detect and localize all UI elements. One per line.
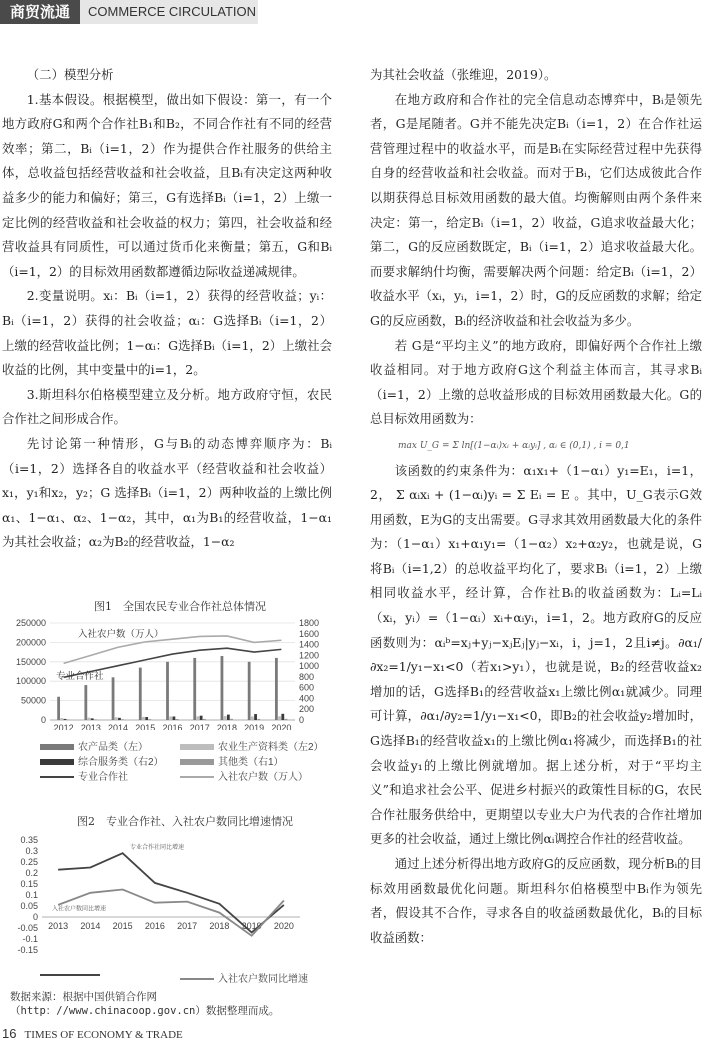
legend-swatch bbox=[180, 776, 214, 778]
bar-3 bbox=[67, 719, 70, 720]
bar-0 bbox=[193, 658, 196, 720]
legend-item bbox=[40, 970, 104, 981]
label-coops: 专业合作社 bbox=[56, 671, 104, 682]
bar-1 bbox=[197, 716, 200, 720]
y-right-tick-label: 1200 bbox=[299, 650, 320, 661]
y-tick-label: 0.3 bbox=[25, 846, 38, 856]
x-tick-label: 2020 bbox=[271, 723, 292, 730]
y-right-tick-label: 1800 bbox=[299, 618, 320, 628]
x-tick-label: 2018 bbox=[216, 723, 237, 730]
paragraph-model: 3.斯坦科尔伯格模型建立及分析。地方政府守恒，农民合作社之间形成合作。 bbox=[2, 386, 332, 427]
y-right-tick-label: 800 bbox=[299, 671, 315, 682]
y-right-tick-label: 1600 bbox=[299, 628, 320, 639]
y-tick-label: 0.15 bbox=[20, 879, 38, 889]
bar-2 bbox=[91, 718, 94, 720]
x-tick-label: 2015 bbox=[135, 723, 156, 730]
page-header bbox=[0, 0, 705, 24]
legend-item: 入社农户数同比增速 bbox=[180, 970, 308, 985]
x-tick-label: 2017 bbox=[177, 921, 198, 931]
bar-2 bbox=[118, 718, 121, 720]
legend-swatch bbox=[180, 978, 214, 980]
bar-1 bbox=[224, 716, 227, 720]
bar-2 bbox=[173, 716, 176, 720]
bar-3 bbox=[257, 719, 260, 720]
bar-0 bbox=[248, 662, 251, 720]
paragraph-assumptions: 1.基本假设。根据模型，做出如下假设：第一，有一个地方政府G和两个合作社B₁和B₂，不同合作社有不同的经营效率；第二，Bᵢ（i=1，2）作为提供合作社服务的供给主体，总收益包括经营收益和社会收益，且Bᵢ有决定这两种收益多少的能力和偏好；第三，G有选择Bᵢ（i=1，2）上缴一定比例的经营收益和社会收益的权力；第四，社会收益和经营收益具有同质性，可以通过货币化来衡量；第五，G和Bᵢ（i=1，2）的目标效用函数都遵循边际收益递减规律。 bbox=[2, 91, 332, 279]
bar-1 bbox=[169, 717, 172, 720]
bar-0 bbox=[166, 662, 169, 720]
label-coop-growth: 专业合作社同比增速 bbox=[130, 843, 185, 851]
left-column bbox=[2, 63, 332, 555]
figure1-caption: 图1 全国农民专业合作社总体情况 bbox=[94, 600, 266, 613]
page-footer bbox=[2, 1026, 183, 1041]
y-right-tick-label: 400 bbox=[299, 693, 315, 704]
y-tick-label: 0.35 bbox=[20, 835, 38, 845]
y-tick-label: 0.05 bbox=[20, 901, 38, 911]
data-source-note: 数据来源：根据中国供销合作网（http：//www.chinacoop.gov.cn）数据整理而成。 bbox=[10, 991, 280, 1017]
y-left-tick-label: 100000 bbox=[15, 676, 46, 687]
bar-3 bbox=[230, 719, 233, 720]
right-column bbox=[370, 63, 702, 950]
label-households: 入社农户数（万人） bbox=[78, 629, 164, 640]
y-left-tick-label: 250000 bbox=[15, 618, 46, 628]
x-tick-label: 2013 bbox=[48, 921, 69, 931]
x-tick-label: 2019 bbox=[244, 723, 265, 730]
bar-0 bbox=[275, 658, 278, 720]
legend-item: 入社农户数（万人） bbox=[180, 768, 308, 783]
x-tick-label: 2018 bbox=[209, 921, 230, 931]
x-tick-label: 2017 bbox=[189, 723, 210, 730]
paragraph-game-order: 先讨论第一种情形，G与Bᵢ的动态博弈顺序为：Bᵢ（i=1，2）选择各自的收益水平（经营收益和社会收益）x₁，y₁和x₂，y₂；G 选择Bᵢ（i=1，2）两种收益的上缴比例α₁、1−α₁、α₂、1−α₂，其中，α₁为B₁的经营收益，1−α₁为其社会收益；α₂为B₂的经营收益，1−α₂ bbox=[2, 435, 332, 550]
figure2-caption: 图2 专业合作社、入社农户数同比增速情况 bbox=[77, 815, 293, 828]
y-tick-label: 0.25 bbox=[20, 857, 38, 867]
page-number: 16 bbox=[2, 1026, 17, 1041]
figure2-legend bbox=[40, 970, 340, 986]
bar-1 bbox=[251, 717, 254, 720]
bar-0 bbox=[139, 668, 142, 720]
bar-1 bbox=[142, 717, 145, 720]
figure2-chart bbox=[0, 832, 345, 962]
y-tick-label: -0.05 bbox=[17, 923, 38, 933]
y-right-tick-label: 600 bbox=[299, 682, 315, 693]
bar-2 bbox=[200, 716, 203, 720]
y-right-tick-label: 1400 bbox=[299, 639, 320, 650]
journal-name: TIMES OF ECONOMY & TRADE bbox=[24, 1029, 183, 1041]
paragraph-dynamic-game: 在地方政府和合作社的完全信息动态博弈中，Bᵢ是领先者，G是尾随者。G并不能先决定Bᵢ（i=1，2）在合作社运营管理过程中的收益水平，而是Bᵢ在实际经营过程中先获得自身的经营收益和社会收益。而对于Bᵢ，它们达成彼此合作以期获得总目标效用函数的最大值。均衡解则由两个条件来决定：第一，给定Bᵢ（i=1，2）收益，G追求收益最大化；第二，G的反应函数既定，Bᵢ（i=1，2）追求收益最大化。而要求解纳什均衡，需要解决两个问题：给定Bᵢ（i=1，2）收益水平（xᵢ，yᵢ，i=1，2）时，G的反应函数的求解；给定G的反应函数，Bᵢ的经济收益和社会收益为多少。 bbox=[370, 91, 702, 328]
x-tick-label: 2014 bbox=[108, 723, 129, 730]
x-tick-label: 2019 bbox=[241, 921, 262, 931]
section-heading: （二）模型分析 bbox=[26, 67, 114, 82]
paragraph-variables: 2.变量说明。xᵢ：Bᵢ（i=1，2）获得的经营收益；yᵢ：Bᵢ（i=1，2）获得的社会收益；αᵢ：G选择Bᵢ（i=1，2） 上缴的经营收益比例；1−αᵢ：G选择Bᵢ（i=1，2）上缴社会收益的比例，其中变量中的i=1，2。 bbox=[2, 288, 332, 378]
legend-item: 农产品类（左） bbox=[40, 738, 148, 753]
y-left-tick-label: 200000 bbox=[15, 637, 46, 648]
bar-1 bbox=[88, 718, 91, 720]
x-tick-label: 2014 bbox=[80, 921, 101, 931]
bar-3 bbox=[203, 719, 206, 720]
y-left-tick-label: 0 bbox=[40, 715, 46, 725]
bar-3 bbox=[176, 719, 179, 720]
bar-1 bbox=[278, 716, 281, 720]
bar-0 bbox=[221, 656, 224, 720]
legend-swatch bbox=[180, 759, 214, 765]
paragraph-egalitarian: 若 G是“平均主义”的地方政府，即偏好两个合作社上缴收益相同。对于地方政府G这个利益主体而言，其寻求Bᵢ（i=1，2）上缴的总收益形成的目标效用函数最大化。G的总目标效用函数为： bbox=[370, 337, 702, 427]
legend-item: 专业合作社 bbox=[40, 768, 128, 783]
bar-1 bbox=[60, 718, 63, 720]
label-household-growth: 入社农户数同比增速 bbox=[52, 905, 107, 913]
y-tick-label: 0.1 bbox=[25, 890, 38, 900]
bar-3 bbox=[121, 719, 124, 720]
bar-3 bbox=[285, 719, 288, 720]
y-tick-label: 0 bbox=[32, 912, 38, 922]
x-tick-label: 2012 bbox=[53, 723, 74, 730]
y-left-tick-label: 150000 bbox=[15, 656, 46, 667]
legend-swatch bbox=[40, 744, 74, 750]
paragraph-continuation: 为其社会收益（张维迎，2019）。 bbox=[370, 67, 557, 82]
bar-2 bbox=[254, 714, 257, 720]
x-tick-label: 2016 bbox=[144, 921, 165, 931]
bar-0 bbox=[57, 697, 60, 720]
x-tick-label: 2013 bbox=[80, 723, 101, 730]
y-tick-label: -0.15 bbox=[17, 945, 38, 955]
y-tick-label: 0.2 bbox=[25, 868, 38, 878]
bar-1 bbox=[115, 717, 118, 720]
legend-item: 综合服务类（右2） bbox=[40, 753, 164, 768]
bar-3 bbox=[94, 719, 97, 720]
bar-3 bbox=[148, 719, 151, 720]
x-tick-label: 2016 bbox=[162, 723, 183, 730]
legend-item: 农业生产资料类（左2） bbox=[180, 738, 324, 753]
legend-swatch bbox=[40, 759, 74, 765]
y-right-tick-label: 1000 bbox=[299, 661, 320, 672]
column-title: COMMERCE CIRCULATION bbox=[80, 0, 258, 24]
formula-utility: max U_G = Σ ln[(1−αᵢ)xᵢ + αᵢyᵢ] , αᵢ ∈ (0,1) , i = 0,1 bbox=[398, 440, 630, 451]
figure1-chart bbox=[0, 615, 345, 730]
column-badge: 商贸流通 bbox=[0, 0, 80, 24]
legend-item: 其他类（右1） bbox=[180, 753, 284, 768]
x-tick-label: 2020 bbox=[273, 921, 294, 931]
series-line-5 bbox=[64, 636, 282, 663]
bar-0 bbox=[112, 677, 115, 720]
paragraph-optimization: 通过上述分析得出地方政府G的反应函数，现分析Bᵢ的目标效用函数最优化问题。斯坦科尔伯格模型中Bᵢ作为领先者，假设其不合作，寻求各自的收益函数最优化，Bᵢ的目标收益函数： bbox=[370, 856, 702, 945]
y-right-tick-label: 200 bbox=[299, 704, 315, 715]
legend-swatch bbox=[40, 974, 100, 976]
bar-2 bbox=[227, 715, 230, 720]
x-tick-label: 2015 bbox=[112, 921, 133, 931]
legend-swatch bbox=[40, 776, 74, 778]
legend-swatch bbox=[180, 744, 214, 750]
bar-2 bbox=[145, 717, 148, 720]
y-left-tick-label: 50000 bbox=[20, 695, 46, 706]
bar-2 bbox=[64, 719, 67, 720]
bar-0 bbox=[84, 685, 87, 720]
paragraph-constraint: 该函数的约束条件为：α₁x₁+（1−α₁）y₁=E₁，i=1，2， Σ αᵢxᵢ + (1−αᵢ)yᵢ = Σ Eᵢ = E 。其中，U_G表示G效用函数，E为G的支出需要。G寻求其效用函数最大化的条件为：（1−α₁）x₁+α₁y₁=（1−α₂）x₂+α₂y₂，也就是说，G将Bᵢ（i=1,2）的总收益平均化了，要求Bᵢ（i=1，2）上缴相同收益水平，经计算，合作社Bᵢ的收益函数为：Lᵢ=Lᵢ（xᵢ，yᵢ）=（1−αᵢ）xᵢ+αᵢyᵢ，i=1，2。地方政府G的反应函数则为：αᵢᵇ=xⱼ+yⱼ−xⱼEⱼ|yⱼ−xᵢ，i，j=1，2且i≠j。∂α₁/∂x₂=1/y₁−x₁<0（若x₁>y₁），也就是说，B₂的经营收益x₂增加的话，G选择B₁的经营收益x₁上缴比例α₁就减少。同理可计算，∂α₁/∂y₂=1/y₁−x₁<0，即B₂的社会收益y₂增加时，G选择B₁的经营收益x₁的上缴比例α₁将减少，而选择B₁的社会收益y₁的上缴比例就增加。据上述分析，对于“平均主义”和追求社会公平、促进乡村振兴的政策性目标的G，农民合作社服务供给中，更期望以专业大户为代表的合作社增加更多的社会收益，通过上缴比例αᵢ调控合作社的经营收益。 bbox=[370, 462, 702, 847]
y-right-tick-label: 0 bbox=[299, 715, 305, 725]
bar-2 bbox=[281, 714, 284, 720]
y-tick-label: -0.1 bbox=[22, 934, 38, 944]
figure1-legend bbox=[40, 738, 340, 788]
